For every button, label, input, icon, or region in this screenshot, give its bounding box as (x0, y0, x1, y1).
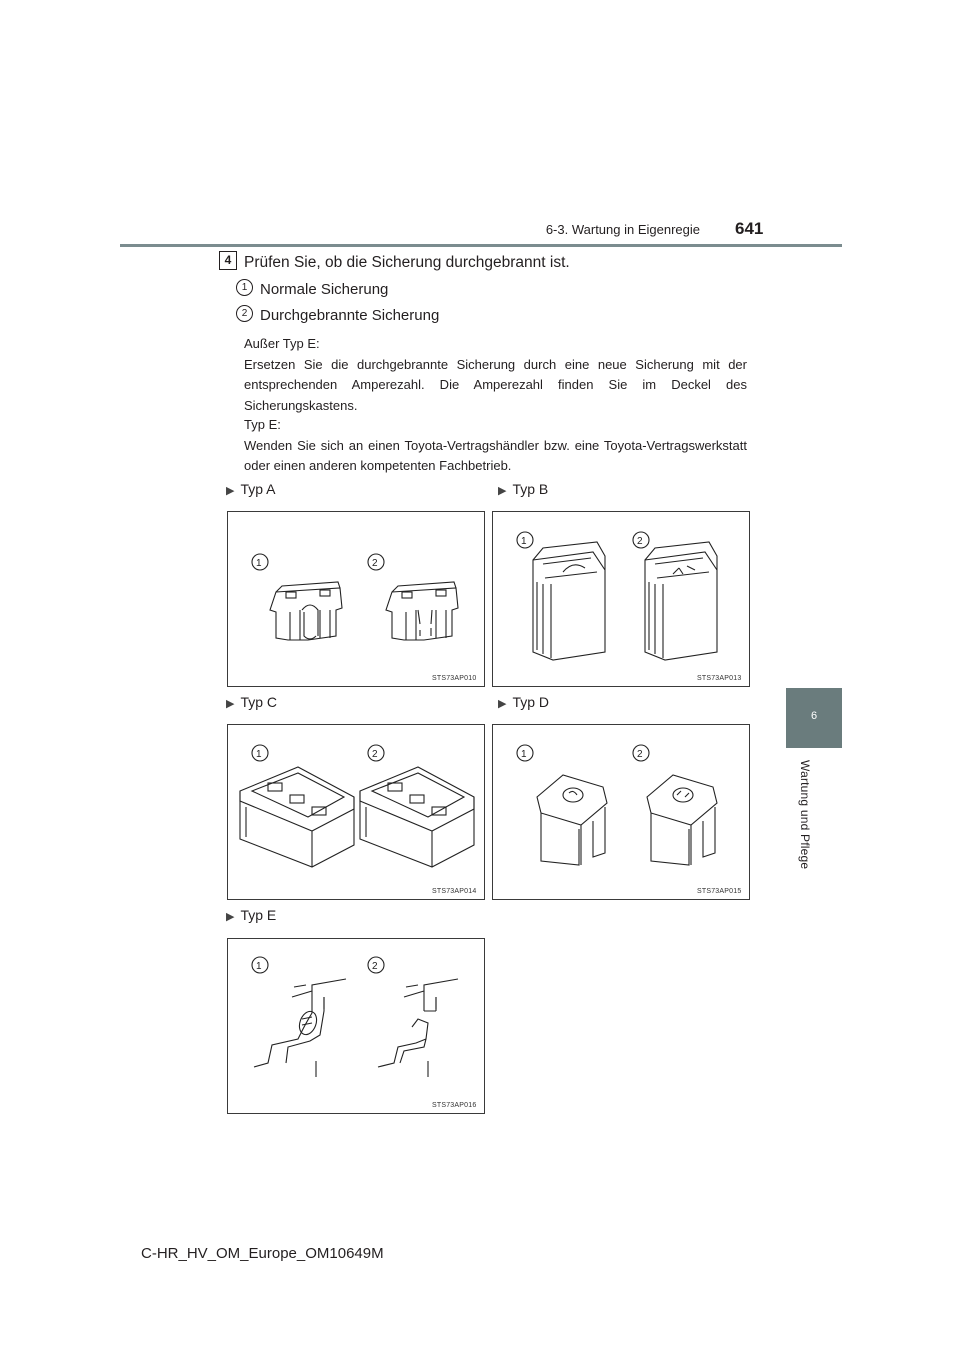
triangle-bullet-icon: ▶ (226, 485, 235, 497)
item-number-circle: 1 (236, 279, 253, 296)
fusible-link-normal-icon (254, 979, 346, 1077)
svg-text:2: 2 (372, 749, 378, 760)
item-number-circle: 2 (236, 305, 253, 322)
section-title: 6-3. Wartung in Eigenregie (545, 222, 700, 237)
blade-fuse-blown-icon (386, 582, 458, 640)
svg-text:1: 1 (256, 961, 262, 972)
chapter-tab (786, 688, 842, 748)
figure-type-d (492, 724, 750, 900)
svg-text:1: 1 (256, 558, 262, 569)
svg-text:2: 2 (372, 961, 378, 972)
figure-type-c (227, 724, 485, 900)
figure-label: ▶ Typ E (226, 907, 277, 923)
chapter-number: 6 (810, 710, 818, 722)
svg-text:2: 2 (637, 749, 643, 760)
svg-text:1: 1 (521, 749, 527, 760)
page-number: 641 (735, 219, 764, 238)
svg-text:2: 2 (637, 536, 643, 547)
note-paragraph (244, 334, 747, 416)
triangle-bullet-icon: ▶ (226, 911, 235, 923)
document-id: C-HR_HV_OM_Europe_OM10649M (141, 1245, 384, 1262)
item-text: Normale Sicherung (260, 281, 389, 298)
fusible-link-blown-icon (378, 979, 458, 1077)
triangle-bullet-icon: ▶ (498, 485, 507, 497)
header-divider (120, 244, 842, 247)
triangle-bullet-icon: ▶ (498, 698, 507, 710)
box-fuse-blown-icon (360, 767, 474, 867)
cartridge-fuse-normal-icon (533, 542, 605, 660)
svg-text:2: 2 (372, 558, 378, 569)
step-number-box: 4 (219, 251, 237, 270)
box-fuse-normal-icon (240, 767, 354, 867)
figure-label: ▶ Typ C (226, 694, 278, 710)
cartridge-fuse-blown-icon (645, 542, 717, 660)
triangle-bullet-icon: ▶ (226, 698, 235, 710)
figure-label: ▶ Typ A (226, 481, 276, 497)
step-text: Prüfen Sie, ob die Sicherung durchgebrannt ist. (244, 254, 570, 271)
figure-code: STS73AP015 (697, 888, 742, 895)
figure-code: STS73AP013 (697, 675, 742, 682)
slow-blow-fuse-normal-icon (537, 775, 607, 865)
figure-code: STS73AP016 (432, 1102, 477, 1109)
item-text: Durchgebrannte Sicherung (260, 307, 440, 324)
note-heading: Typ E: (244, 417, 281, 432)
note-heading: Außer Typ E: (244, 336, 320, 351)
chapter-label: Wartung und Pflege (798, 760, 812, 870)
note-body: Ersetzen Sie die durchgebrannte Sicherung durch eine neue Sicherung mit der entsprechenden Amperezahl. Die Amperezahl finden Sie im Deckel des Sicherungskastens. (244, 356, 747, 413)
note-body: Wenden Sie sich an einen Toyota-Vertragshändler bzw. eine Toyota-Vertragswerkstatt oder einen anderen kompetenten Fachbetrieb. (244, 437, 747, 473)
slow-blow-fuse-blown-icon (647, 775, 717, 865)
figure-code: STS73AP014 (432, 888, 477, 895)
figure-label: ▶ Typ D (498, 694, 550, 710)
figure-code: STS73AP010 (432, 675, 477, 682)
svg-text:1: 1 (521, 536, 527, 547)
figure-label: ▶ Typ B (498, 481, 549, 497)
figure-type-a (227, 511, 485, 687)
note-paragraph (244, 415, 747, 477)
figure-type-b (492, 511, 750, 687)
svg-text:1: 1 (256, 749, 262, 760)
blade-fuse-normal-icon (270, 582, 342, 640)
figure-type-e (227, 938, 485, 1114)
